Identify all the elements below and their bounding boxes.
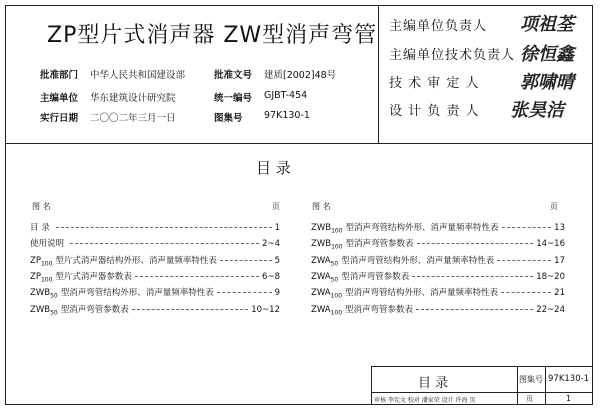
meta-value-atlas-no: 97K130-1 (264, 110, 310, 121)
toc-entry-subscript: 100 (330, 292, 343, 300)
toc-leader-dots (502, 227, 552, 228)
toc-entry-prefix: ZWB (311, 223, 332, 233)
toc-entry-page: 2~4 (262, 239, 280, 250)
toc-entry-name: 型片式消声器参数表 (55, 271, 132, 282)
title-block-page-label: 页 (526, 395, 533, 403)
toc-leader-dots (135, 276, 259, 277)
toc-entry[interactable] (30, 237, 280, 253)
toc-entry[interactable] (311, 286, 565, 302)
toc-entry-title (311, 237, 414, 251)
title-block-left (371, 366, 372, 405)
toc-entry-prefix: 使用说明 (30, 239, 65, 250)
toc-leader-dots (497, 260, 551, 261)
toc-leader-dots (217, 292, 272, 293)
toc-leader-dots (56, 227, 272, 228)
toc-entry-title (30, 286, 214, 300)
toc-entry-page: 18~20 (536, 271, 565, 282)
toc-left-col-name: 图 名 (32, 202, 51, 211)
resp-design-lead: 设 计 负 责 人 (389, 104, 480, 119)
toc-left-col-page: 页 (272, 202, 280, 211)
toc-entry-name: 型消声弯管参数表 (345, 239, 414, 250)
meta-value-effective-date: 二〇〇二年三月一日 (90, 113, 176, 124)
toc-entry-title (30, 221, 53, 235)
toc-entry[interactable] (30, 270, 280, 286)
toc-entry-subscript: 50 (50, 309, 58, 317)
toc-entry-subscript: 100 (40, 260, 53, 268)
toc-entry-name: 型消声弯管参数表 (60, 304, 129, 315)
meta-value-unified-no: GJBT-454 (264, 90, 308, 101)
header-divider (5, 143, 593, 144)
toc-entry-prefix: ZP (30, 271, 41, 282)
signature-chief-editor: 项祖荃 (520, 14, 574, 35)
title-block-mid (371, 392, 593, 393)
toc-leader-dots (416, 309, 533, 310)
toc-entry-name: 型消声弯管结构外形、消声量频率特性表 (60, 288, 214, 299)
title-block-page-value: 1 (566, 394, 572, 403)
resp-chief-editor: 主编单位负责人 (389, 19, 488, 34)
toc-entry-prefix: ZWB (30, 288, 51, 299)
title-block-review-row: 审核 李宪文 校对 潘家荣 设计 许海 页 (374, 397, 476, 404)
toc-right-col-name: 图 名 (312, 202, 331, 211)
toc-entry-subscript: 100 (331, 243, 343, 251)
toc-entry-title (311, 254, 494, 268)
toc-entry-page: 5 (274, 255, 280, 266)
resp-tech-reviewer: 技 术 审 定 人 (389, 76, 480, 91)
signature-design-lead: 张昊洁 (510, 100, 564, 121)
toc-entry-subscript: 50 (330, 260, 339, 268)
title-block-atlas-label: 图集号 (519, 375, 543, 384)
meta-label-approving-dept: 批准部门 (40, 70, 79, 81)
toc-entry-prefix: ZWA (311, 288, 331, 299)
toc-leader-dots (412, 276, 533, 277)
header-vertical-divider (378, 5, 379, 143)
meta-label-effective-date: 实行日期 (40, 113, 79, 124)
toc-entry-prefix: ZWA (311, 255, 331, 266)
toc-entry-page: 6~8 (262, 271, 280, 282)
toc-entry-subscript: 100 (330, 309, 343, 317)
toc-right-col-page: 页 (550, 202, 558, 211)
toc-leader-dots (417, 243, 534, 244)
toc-entry-name: 型消声弯管结构外形、消声量频率特性表 (345, 223, 499, 233)
meta-value-approving-dept: 中华人民共和国建设部 (90, 70, 186, 81)
toc-entry-title (311, 303, 413, 317)
toc-entry-title (311, 286, 498, 300)
toc-entry-title (30, 270, 132, 284)
title-block-name: 目 录 (418, 376, 449, 391)
toc-entry-subscript: 50 (330, 276, 339, 284)
toc-entry-prefix: ZP (30, 255, 41, 266)
toc-entry-title (311, 221, 499, 235)
toc-entry-page: 22~24 (536, 304, 565, 315)
toc-entry-name: 型消声弯管参数表 (341, 271, 410, 282)
toc-leader-dots (220, 260, 272, 261)
toc-entry[interactable] (311, 254, 565, 270)
toc-entry-page: 21 (554, 288, 565, 299)
toc-entry-page: 17 (554, 255, 565, 266)
toc-entry-name: 型消声弯管参数表 (345, 304, 414, 315)
toc-entry-page: 9 (274, 288, 280, 299)
title-block-divider-2 (545, 366, 546, 405)
page-title: ZP型片式消声器 ZW型消声弯管 (47, 23, 378, 48)
resp-tech-lead: 主编单位技术负责人 (389, 48, 516, 63)
toc-leader-dots (501, 292, 551, 293)
toc-entry-title (30, 237, 67, 251)
toc-entry[interactable] (30, 221, 280, 237)
toc-entry[interactable] (30, 286, 280, 302)
toc-entry[interactable] (30, 254, 280, 270)
toc-entry-subscript: 50 (50, 292, 58, 300)
toc-entry-page: 13 (554, 223, 565, 233)
title-block-divider-1 (517, 366, 518, 405)
toc-entry-prefix: 目 录 (30, 223, 50, 233)
signature-tech-reviewer: 郭啸晴 (520, 72, 574, 93)
toc-entry-prefix: ZWB (311, 239, 332, 250)
title-block-atlas-value: 97K130-1 (548, 374, 590, 384)
toc-entry-prefix: ZWA (311, 304, 331, 315)
meta-label-approval-no: 批准文号 (214, 70, 253, 81)
toc-entry[interactable] (311, 303, 565, 319)
toc-entry[interactable] (30, 303, 280, 319)
toc-entry[interactable] (311, 221, 565, 237)
toc-entry-subscript: 100 (40, 276, 53, 284)
toc-entry[interactable] (311, 237, 565, 253)
toc-leader-dots (70, 243, 259, 244)
title-block-top (371, 366, 593, 367)
toc-leader-dots (132, 309, 249, 310)
meta-value-editor-unit: 华东建筑设计研究院 (90, 93, 176, 104)
meta-label-atlas-no: 图集号 (214, 113, 243, 124)
meta-label-editor-unit: 主编单位 (40, 93, 79, 104)
toc-entry-subscript: 100 (331, 227, 343, 235)
toc-entry-page: 1 (274, 223, 280, 233)
toc-entry-name: 型片式消声器结构外形、消声量频率特性表 (55, 255, 217, 266)
meta-value-approval-no: 建质[2002]48号 (264, 70, 337, 81)
toc-entry-title (30, 254, 217, 268)
toc-entry-title (311, 270, 409, 284)
toc-entry-page: 14~16 (536, 239, 565, 250)
toc-entry-page: 10~12 (251, 304, 280, 315)
toc-entry[interactable] (311, 270, 565, 286)
toc-entry-prefix: ZWA (311, 271, 331, 282)
toc-entry-prefix: ZWB (30, 304, 51, 315)
toc-entry-name: 型消声弯管结构外形、消声量频率特性表 (345, 288, 499, 299)
meta-label-unified-no: 统一编号 (214, 93, 253, 104)
signature-tech-lead: 徐恒鑫 (520, 44, 574, 65)
toc-heading: 目 录 (256, 159, 291, 177)
drawing-frame (5, 5, 593, 405)
toc-entry-title (30, 303, 129, 317)
toc-entry-name: 型消声弯管结构外形、消声量频率特性表 (341, 255, 495, 266)
